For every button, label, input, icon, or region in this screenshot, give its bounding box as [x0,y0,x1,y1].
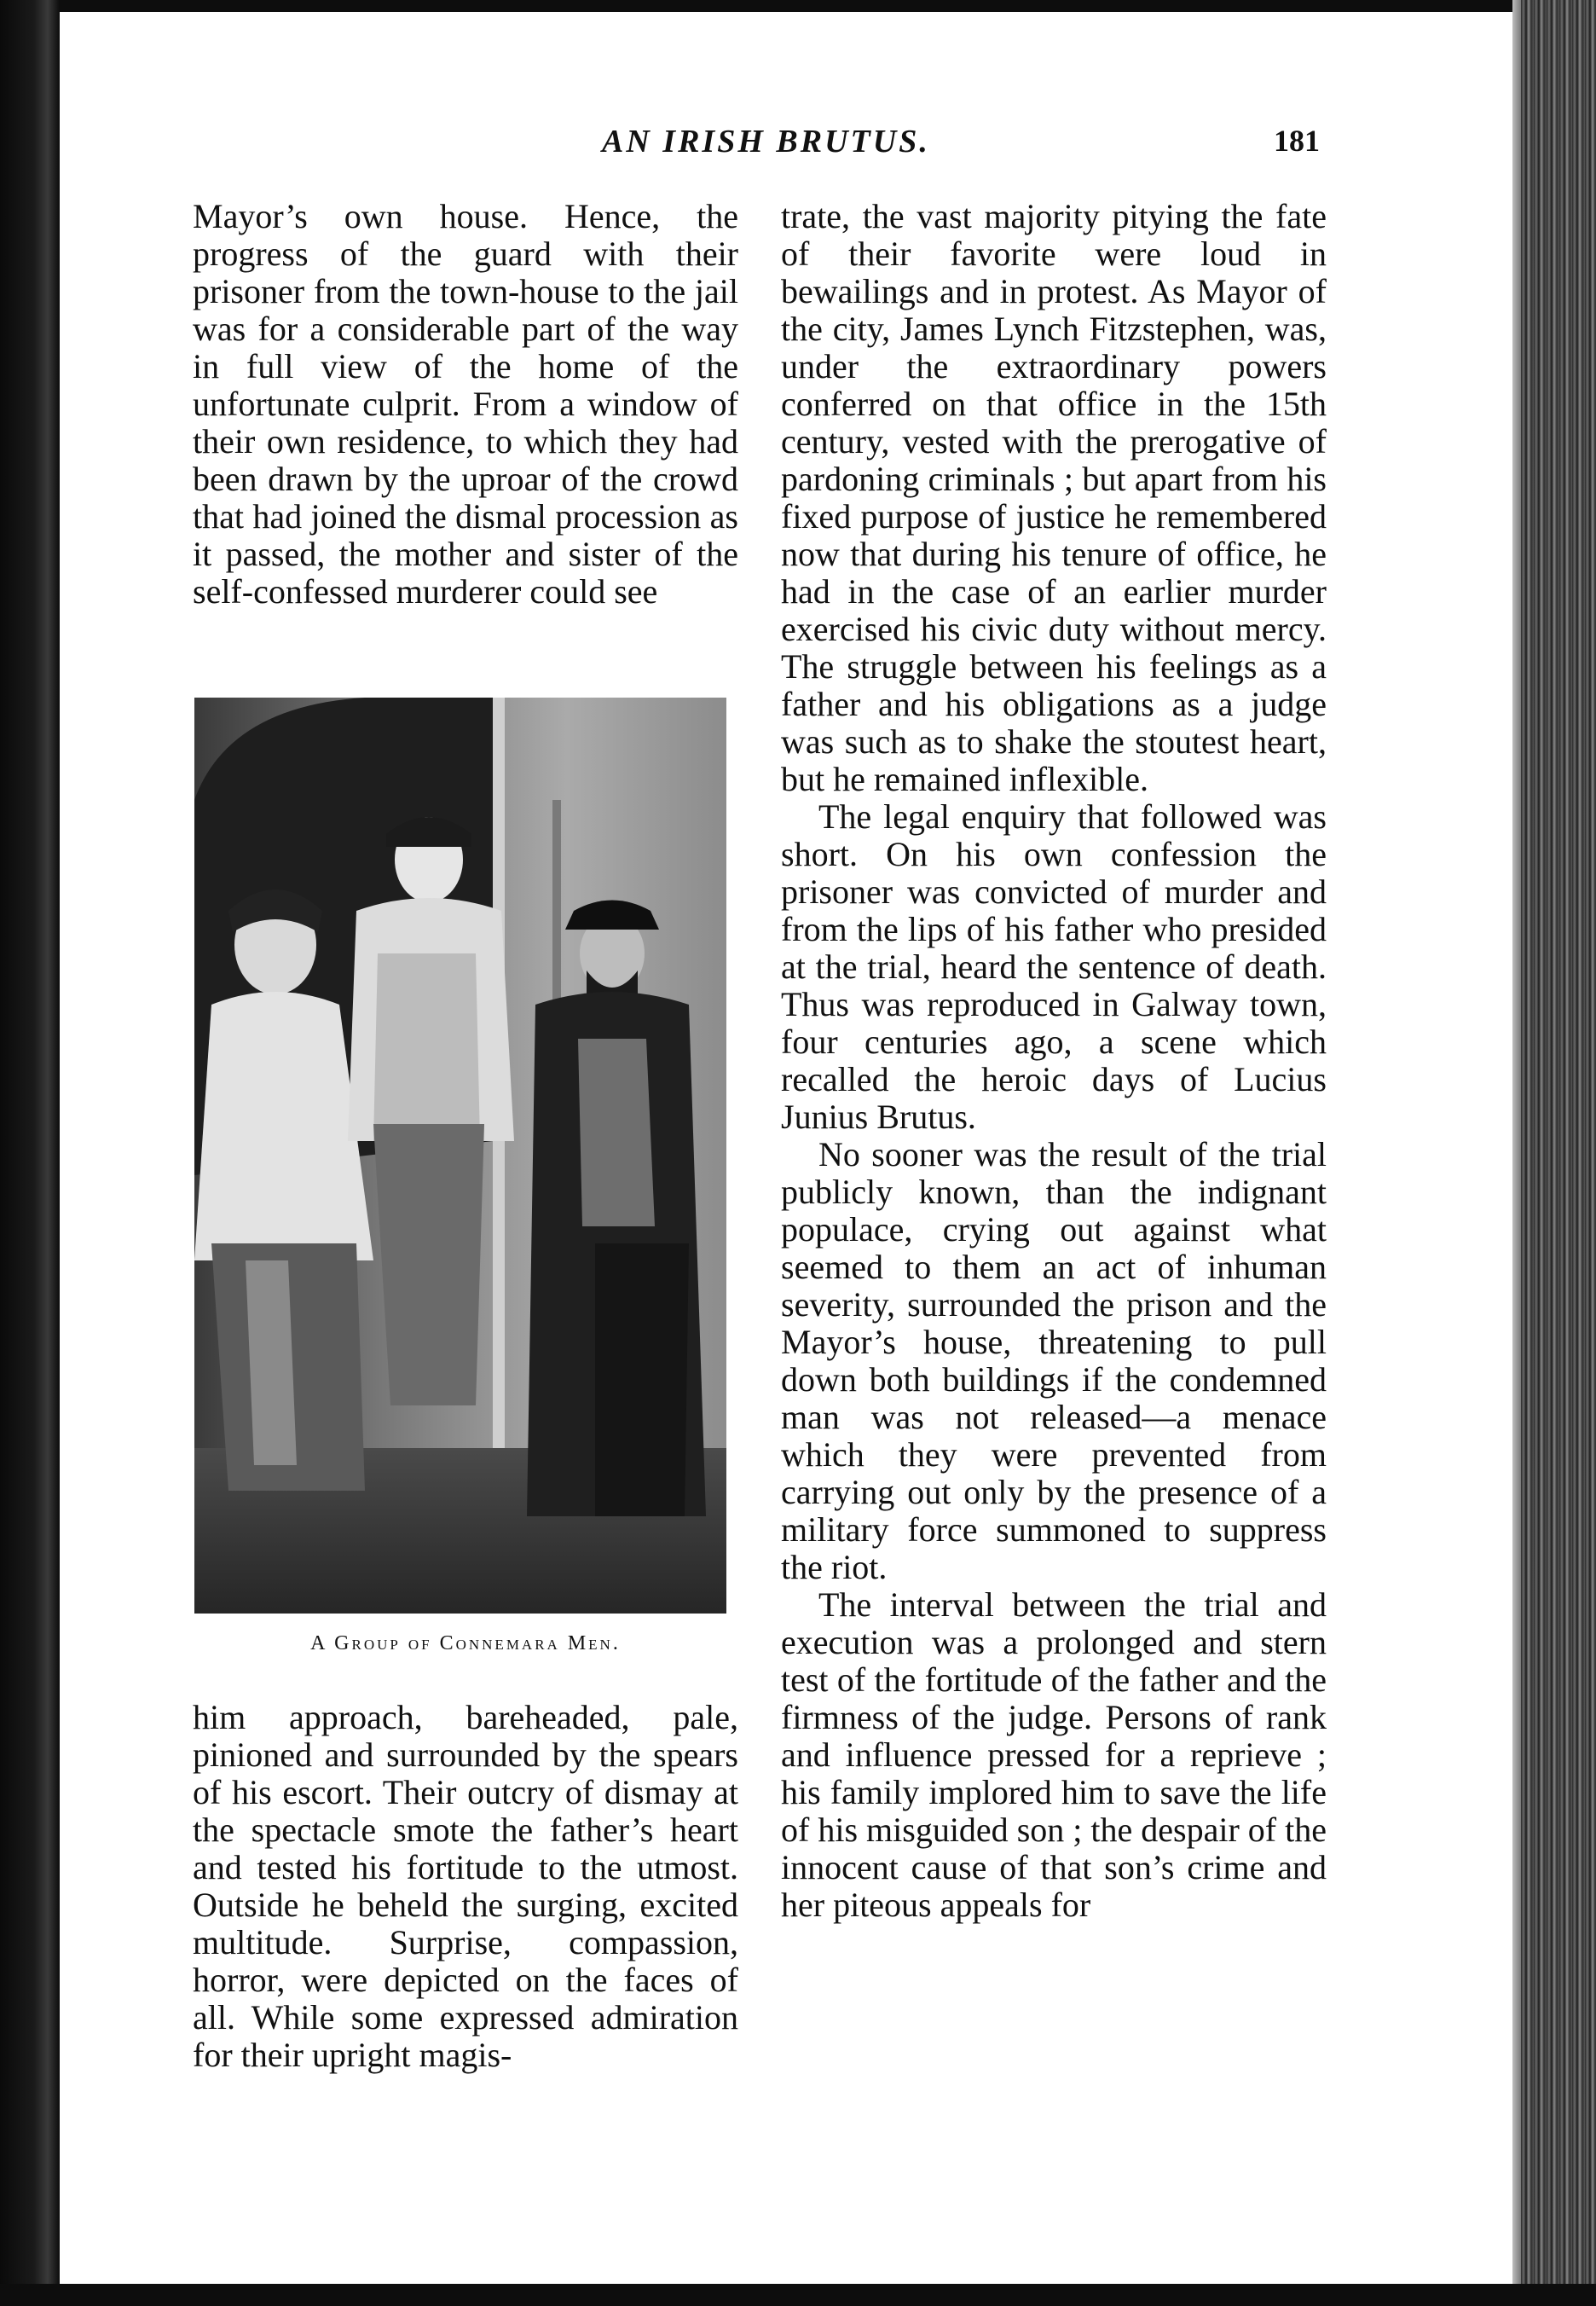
left-column-bottom [193,1699,738,2074]
paragraph: Mayor’s own house. Hence, the progress of the guard with their prisoner from the town-house to the jail was for a considerable part of the way in full view of the home of the unfortunate culprit. From a window of their own residence, to which they had been drawn by the uproar of the crowd that had joined the dismal procession as it passed, the mother and sister of the self-confessed murderer could see [193,197,738,611]
photograph-connemara-men [194,698,726,1614]
left-column-top [193,198,738,611]
paragraph: trate, the vast majority pitying the fate of their favorite were loud in bewailings and in protest. As Mayor of the city, James Lynch Fitzstephen, was, under the extraordinary powers conferred on that office in the 15th century, vested with the prerogative of pardoning criminals ; but apart from his fixed purpose of justice he remembered now that during his tenure of office, he had in the case of an earlier murder exercised his civic duty without mercy. The struggle between his feelings as a father and his obligations as a judge was such as to shake the stoutest heart, but he remained inflexible. [781,197,1327,798]
paragraph: The legal enquiry that followed was short. On his own confession the prisoner was convicted of murder and from the lips of his father who presided at the trial, heard the sentence of death. Thus was reproduced in Galway town, four centuries ago, a scene which recalled the heroic days of Lucius Junius Brutus. [781,797,1327,1136]
paragraph: him approach, bareheaded, pale, pinioned and surrounded by the spears of his escort. Their outcry of dismay at the spectacle smote the father’s heart and tested his fortitude to the utmost. Outside he beheld the surging, excited multitude. Surprise, compassion, horror, were depicted on the faces of all. While some expressed admiration for their upright magis- [193,1698,738,2074]
paragraph: No sooner was the result of the trial publicly known, than the indignant populace, crying out against what seemed to them an act of inhuman severity, surrounded the prison and the Mayor’s house, threatening to pull down both buildings if the condemned man was not released—a menace which they were prevented from carrying out only by the presence of a military force summoned to suppress the riot. [781,1135,1327,1586]
page-edge-right [1512,0,1521,2306]
scan-border-left [0,0,60,2306]
book-edge-right [1521,0,1596,2306]
scan-border-bottom [0,2284,1596,2306]
photo-illustration [194,698,726,1614]
page-number: 181 [1274,124,1320,158]
figure-caption: A Group of Connemara Men. [310,1632,621,1654]
right-column [781,198,1327,1924]
paragraph: The interval between the trial and execution was a prolonged and stern test of the fortitude of the father and the firmness of the judge. Persons of rank and influence pressed for a reprieve ; his family implored him to save the life of his misguided son ; the despair of the innocent cause of that son’s crime and her piteous appeals for [781,1585,1327,1924]
running-title: AN IRISH BRUTUS. [602,124,930,159]
scan-border-top [0,0,1596,12]
